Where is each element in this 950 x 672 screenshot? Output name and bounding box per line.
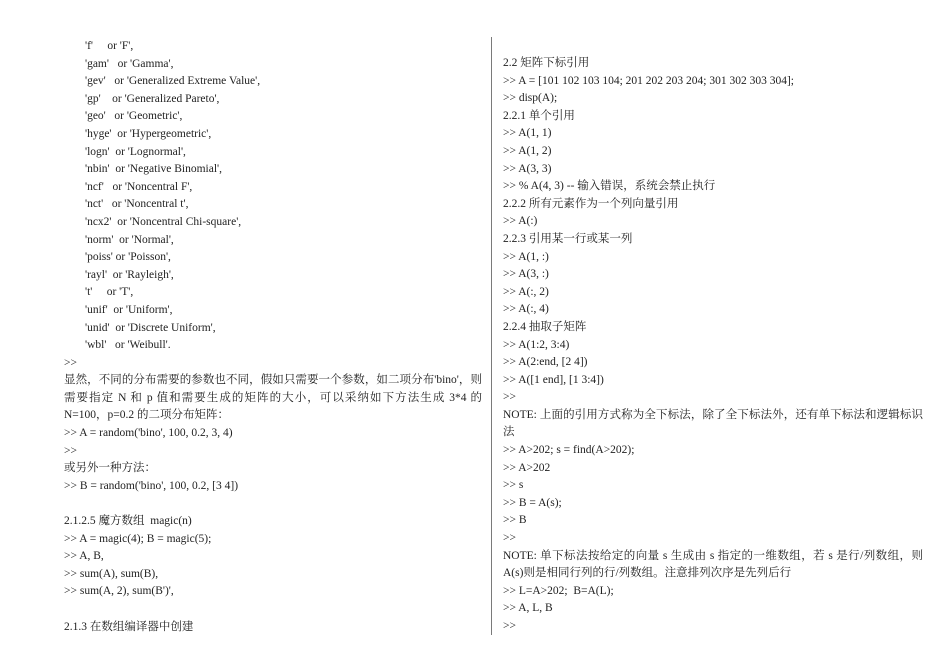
command-prompt: >> xyxy=(503,391,516,404)
command-prompt: >> xyxy=(503,620,516,632)
section-heading: 2.1.3 在数组编译器中创建 xyxy=(64,620,194,633)
dist-option: 'gam' or 'Gamma', xyxy=(85,57,174,70)
dist-option: 'ncf' or 'Noncentral F', xyxy=(85,180,193,193)
note-paragraph: NOTE: 单下标法按给定的向量 s 生成由 s 指定的一维数组，若 s 是行/列数组，则 A(s)则是相同行列的行/列数组。注意排列次序是先列后行 xyxy=(503,549,923,580)
right-column xyxy=(503,55,923,636)
dist-option: 'logn' or 'Lognormal', xyxy=(85,145,186,158)
dist-option: 'nct' or 'Noncentral t', xyxy=(85,198,189,211)
dist-option: 'rayl' or 'Rayleigh', xyxy=(85,268,174,281)
blank-line xyxy=(64,495,482,513)
dist-option: 't' or 'T', xyxy=(85,286,134,299)
command-line: >> A(1, 1) xyxy=(503,127,552,140)
section-heading: 2.2.2 所有元素作为一个列向量引用 xyxy=(503,197,679,210)
command-line: >> B xyxy=(503,514,527,527)
explanation-text: 或另外一种方法： xyxy=(64,462,156,475)
command-line: >> A([1 end], [1 3:4]) xyxy=(503,373,604,386)
explanation-paragraph: 显然，不同的分布需要的参数也不同，假如只需要一个参数，如二项分布'bino'，则需要指定 N 和 p 值和需要生成的矩阵的大小，可以采纳如下方法生成 3*4 的 N=100，p=0.2 的二项分布矩阵： xyxy=(64,374,482,422)
dist-option: 'gev' or 'Generalized Extreme Value', xyxy=(85,75,261,88)
section-heading: 2.1.2.5 魔方数组 magic(n) xyxy=(64,515,192,528)
section-heading: 2.2.1 单个引用 xyxy=(503,109,575,122)
section-heading: 2.2.4 抽取子矩阵 xyxy=(503,320,587,333)
command-line: >> B = A(s); xyxy=(503,496,562,509)
command-line: >> A = [101 102 103 104; 201 202 203 204; 301 302 303 304]; xyxy=(503,74,794,87)
dist-option: 'f' or 'F', xyxy=(85,40,134,52)
dist-option: 'poiss' or 'Poisson', xyxy=(85,251,171,264)
command-line: >> A(:, 2) xyxy=(503,285,549,298)
command-line: >> A(3, :) xyxy=(503,268,549,281)
command-line: >> A = random('bino', 100, 0.2, 3, 4) xyxy=(64,427,233,440)
command-line: >> disp(A); xyxy=(503,92,558,105)
blank-line xyxy=(64,601,482,619)
command-prompt: >> xyxy=(64,356,77,369)
dist-option: 'unif' or 'Uniform', xyxy=(85,303,173,316)
dist-option: 'nbin' or 'Negative Binomial', xyxy=(85,163,223,176)
dist-option: 'wbl' or 'Weibull'. xyxy=(85,339,171,352)
column-divider xyxy=(491,37,492,635)
command-line: >> s xyxy=(503,479,524,492)
section-heading: 2.2.3 引用某一行或某一列 xyxy=(503,232,633,245)
command-line: >> sum(A), sum(B), xyxy=(64,567,159,580)
command-line: >> A(2:end, [2 4]) xyxy=(503,356,588,369)
command-line: >> A, L, B xyxy=(503,602,553,615)
command-line: >> A(:, 4) xyxy=(503,303,549,316)
command-line: >> B = random('bino', 100, 0.2, [3 4]) xyxy=(64,479,239,492)
command-line: >> A>202; s = find(A>202); xyxy=(503,444,635,457)
command-line: >> A(:) xyxy=(503,215,538,228)
command-line: >> A(1, :) xyxy=(503,250,549,263)
dist-option: 'hyge' or 'Hypergeometric', xyxy=(85,127,212,140)
command-line: >> A(3, 3) xyxy=(503,162,552,175)
command-line: >> L=A>202; B=A(L); xyxy=(503,584,614,597)
command-line: >> sum(A, 2), sum(B')', xyxy=(64,585,174,598)
dist-option: 'unid' or 'Discrete Uniform', xyxy=(85,321,216,334)
dist-option: 'norm' or 'Normal', xyxy=(85,233,174,246)
command-line: >> A, B, xyxy=(64,550,104,563)
dist-option: 'gp' or 'Generalized Pareto', xyxy=(85,92,220,105)
command-prompt: >> xyxy=(503,532,516,545)
command-prompt: >> xyxy=(64,444,77,457)
note-paragraph: NOTE: 上面的引用方式称为全下标法，除了全下标法外，还有单下标法和逻辑标识法 xyxy=(503,408,923,439)
section-heading: 2.2 矩阵下标引用 xyxy=(503,57,590,69)
dist-option: 'geo' or 'Geometric', xyxy=(85,110,183,123)
command-line: >> A = magic(4); B = magic(5); xyxy=(64,532,212,545)
command-line: >> A(1, 2) xyxy=(503,144,552,157)
command-line: >> A(1:2, 3:4) xyxy=(503,338,570,351)
dist-option: 'ncx2' or 'Noncentral Chi-square', xyxy=(85,215,242,228)
command-line: >> % A(4, 3) -- 输入错误，系统会禁止执行 xyxy=(503,180,716,193)
left-column xyxy=(64,38,482,636)
command-line: >> A>202 xyxy=(503,461,551,474)
